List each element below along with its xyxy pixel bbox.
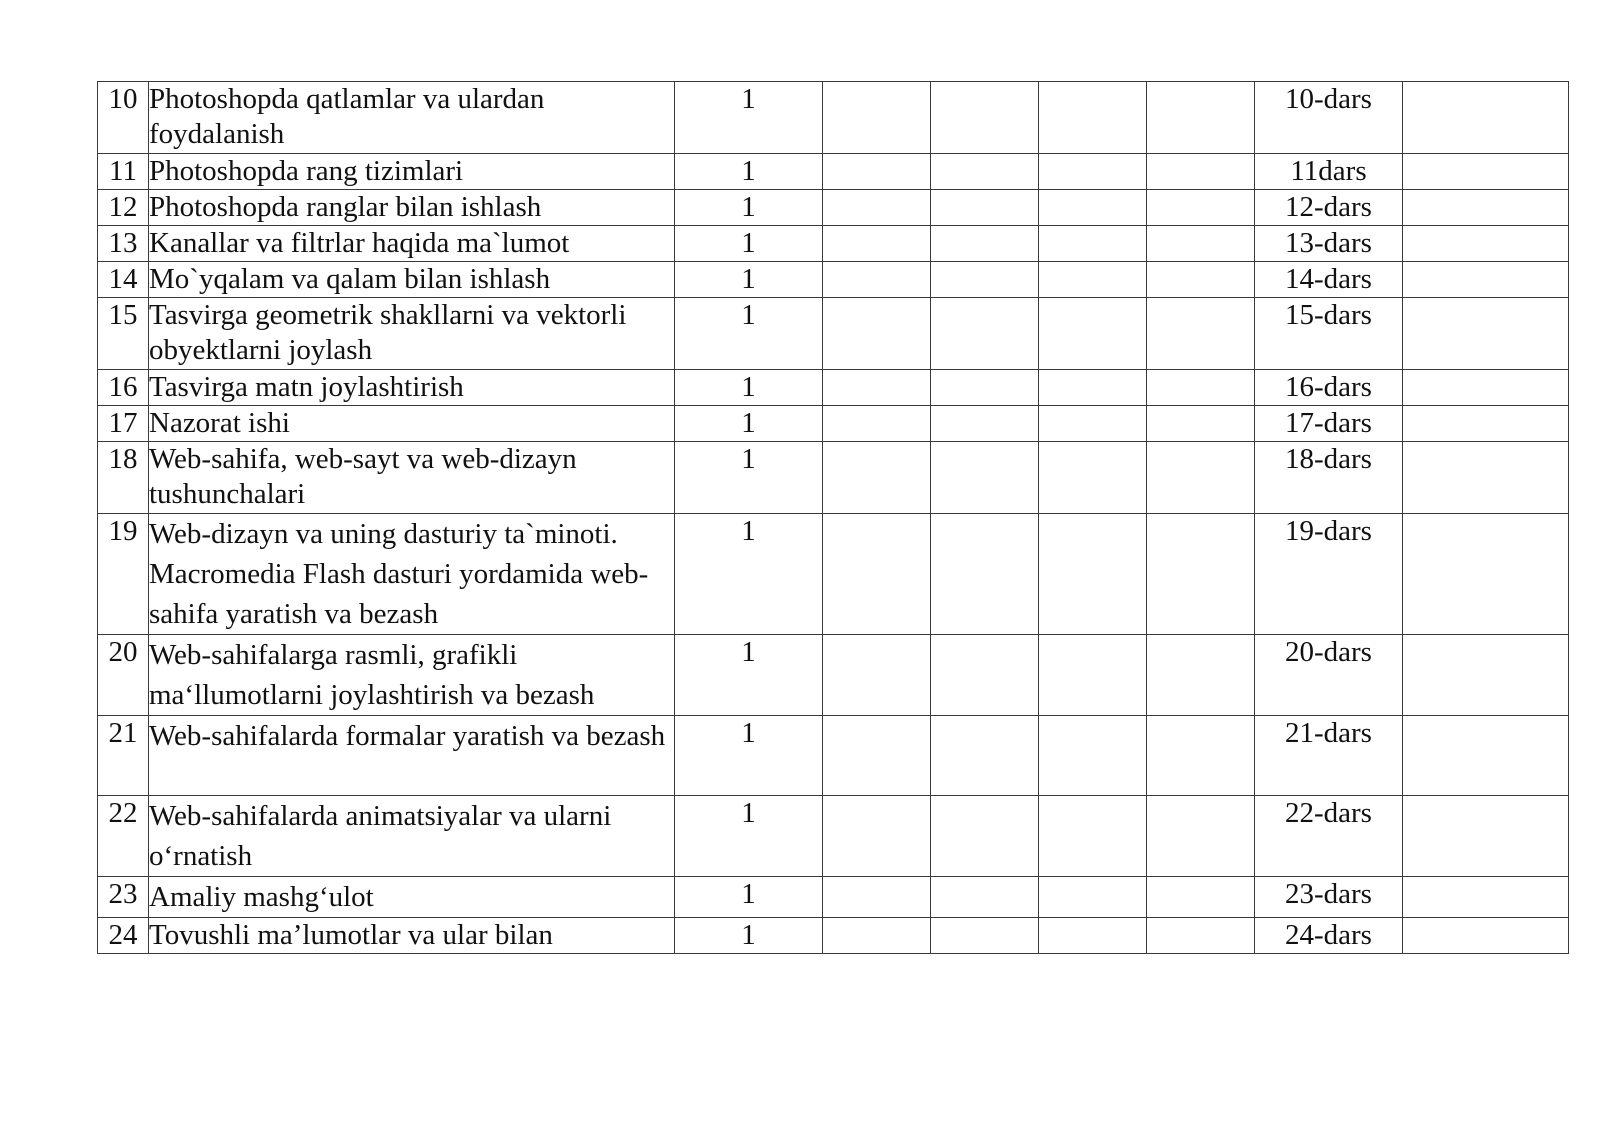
empty-note-cell — [1403, 262, 1569, 298]
empty-date-cell — [823, 190, 931, 226]
hours-cell: 1 — [675, 262, 823, 298]
empty-date-cell — [1039, 442, 1147, 514]
lesson-cell: 11dars — [1255, 154, 1403, 190]
empty-date-cell — [823, 514, 931, 635]
table-row — [98, 716, 1569, 796]
empty-date-cell — [1039, 370, 1147, 406]
topic-cell: Web-dizayn va uning dasturiy ta`minoti. Macromedia Flash dasturi yordamida web-sahifa yaratish va bezash — [149, 514, 675, 635]
row-number-cell: 16 — [98, 370, 149, 406]
empty-date-cell — [931, 226, 1039, 262]
table-row — [98, 918, 1569, 954]
table-row — [98, 262, 1569, 298]
empty-date-cell — [1039, 262, 1147, 298]
empty-date-cell — [1147, 877, 1255, 918]
empty-date-cell — [931, 370, 1039, 406]
topic-cell: Web-sahifa, web-sayt va web-dizayn tushunchalari — [149, 442, 675, 514]
lesson-cell: 24-dars — [1255, 918, 1403, 954]
row-number-cell: 20 — [98, 635, 149, 716]
empty-date-cell — [931, 796, 1039, 877]
hours-cell: 1 — [675, 406, 823, 442]
topic-cell: Tasvirga geometrik shakllarni va vektorli obyektlarni joylash — [149, 298, 675, 370]
row-number-cell: 11 — [98, 154, 149, 190]
empty-date-cell — [1147, 514, 1255, 635]
empty-date-cell — [1147, 226, 1255, 262]
empty-date-cell — [1147, 298, 1255, 370]
table-row — [98, 82, 1569, 154]
empty-date-cell — [931, 877, 1039, 918]
empty-date-cell — [1147, 442, 1255, 514]
table-row — [98, 226, 1569, 262]
empty-date-cell — [1147, 635, 1255, 716]
empty-date-cell — [1039, 406, 1147, 442]
empty-date-cell — [931, 154, 1039, 190]
hours-cell: 1 — [675, 226, 823, 262]
table-row — [98, 635, 1569, 716]
empty-date-cell — [823, 796, 931, 877]
lesson-cell: 22-dars — [1255, 796, 1403, 877]
empty-date-cell — [823, 635, 931, 716]
row-number-cell: 22 — [98, 796, 149, 877]
empty-date-cell — [1147, 262, 1255, 298]
hours-cell: 1 — [675, 298, 823, 370]
empty-note-cell — [1403, 514, 1569, 635]
empty-date-cell — [823, 226, 931, 262]
empty-note-cell — [1403, 716, 1569, 796]
row-number-cell: 18 — [98, 442, 149, 514]
topic-cell: Nazorat ishi — [149, 406, 675, 442]
empty-date-cell — [931, 514, 1039, 635]
row-number-cell: 17 — [98, 406, 149, 442]
lesson-cell: 16-dars — [1255, 370, 1403, 406]
hours-cell: 1 — [675, 635, 823, 716]
empty-date-cell — [1039, 82, 1147, 154]
empty-date-cell — [823, 406, 931, 442]
lesson-cell: 13-dars — [1255, 226, 1403, 262]
topic-cell: Photoshopda qatlamlar va ulardan foydalanish — [149, 82, 675, 154]
lesson-cell: 15-dars — [1255, 298, 1403, 370]
hours-cell: 1 — [675, 442, 823, 514]
empty-note-cell — [1403, 406, 1569, 442]
empty-date-cell — [1039, 716, 1147, 796]
empty-date-cell — [1039, 918, 1147, 954]
empty-note-cell — [1403, 154, 1569, 190]
empty-date-cell — [1039, 226, 1147, 262]
hours-cell: 1 — [675, 190, 823, 226]
empty-date-cell — [823, 716, 931, 796]
hours-cell: 1 — [675, 716, 823, 796]
empty-date-cell — [823, 442, 931, 514]
empty-date-cell — [1147, 370, 1255, 406]
empty-note-cell — [1403, 370, 1569, 406]
lesson-cell: 12-dars — [1255, 190, 1403, 226]
row-number-cell: 15 — [98, 298, 149, 370]
hours-cell: 1 — [675, 82, 823, 154]
empty-date-cell — [931, 262, 1039, 298]
empty-date-cell — [823, 262, 931, 298]
topic-cell: Web-sahifalarda formalar yaratish va bezash — [149, 716, 675, 796]
lesson-cell: 14-dars — [1255, 262, 1403, 298]
table-row — [98, 190, 1569, 226]
table-body — [98, 82, 1569, 954]
topic-cell: Mo`yqalam va qalam bilan ishlash — [149, 262, 675, 298]
empty-date-cell — [1039, 298, 1147, 370]
table-row — [98, 442, 1569, 514]
table-row — [98, 370, 1569, 406]
empty-date-cell — [823, 918, 931, 954]
empty-date-cell — [823, 298, 931, 370]
empty-date-cell — [1147, 918, 1255, 954]
topic-cell: Amaliy mashg‘ulot — [149, 877, 675, 918]
hours-cell: 1 — [675, 877, 823, 918]
table-row — [98, 154, 1569, 190]
empty-note-cell — [1403, 82, 1569, 154]
topic-cell: Tovushli ma’lumotlar va ular bilan — [149, 918, 675, 954]
empty-note-cell — [1403, 190, 1569, 226]
lesson-cell: 21-dars — [1255, 716, 1403, 796]
empty-date-cell — [1147, 190, 1255, 226]
empty-date-cell — [1147, 154, 1255, 190]
row-number-cell: 21 — [98, 716, 149, 796]
lesson-cell: 17-dars — [1255, 406, 1403, 442]
row-number-cell: 23 — [98, 877, 149, 918]
hours-cell: 1 — [675, 796, 823, 877]
empty-date-cell — [931, 918, 1039, 954]
empty-date-cell — [1039, 635, 1147, 716]
row-number-cell: 24 — [98, 918, 149, 954]
empty-note-cell — [1403, 918, 1569, 954]
table-row — [98, 514, 1569, 635]
empty-date-cell — [823, 82, 931, 154]
topic-cell: Web-sahifalarga rasmli, grafikli ma‘llumotlarni joylashtirish va bezash — [149, 635, 675, 716]
empty-date-cell — [1039, 514, 1147, 635]
empty-note-cell — [1403, 635, 1569, 716]
row-number-cell: 19 — [98, 514, 149, 635]
lesson-cell: 10-dars — [1255, 82, 1403, 154]
empty-date-cell — [931, 298, 1039, 370]
empty-note-cell — [1403, 877, 1569, 918]
row-number-cell: 13 — [98, 226, 149, 262]
table-row — [98, 796, 1569, 877]
row-number-cell: 10 — [98, 82, 149, 154]
topic-cell: Kanallar va filtrlar haqida ma`lumot — [149, 226, 675, 262]
empty-date-cell — [1039, 190, 1147, 226]
topic-cell: Photoshopda ranglar bilan ishlash — [149, 190, 675, 226]
topic-cell: Web-sahifalarda animatsiyalar va ularni o‘rnatish — [149, 796, 675, 877]
table-row — [98, 877, 1569, 918]
empty-note-cell — [1403, 226, 1569, 262]
empty-date-cell — [1147, 716, 1255, 796]
topic-cell: Tasvirga matn joylashtirish — [149, 370, 675, 406]
empty-date-cell — [931, 442, 1039, 514]
lesson-cell: 19-dars — [1255, 514, 1403, 635]
empty-date-cell — [1039, 154, 1147, 190]
table-row — [98, 298, 1569, 370]
empty-date-cell — [1147, 406, 1255, 442]
empty-date-cell — [931, 82, 1039, 154]
empty-note-cell — [1403, 298, 1569, 370]
hours-cell: 1 — [675, 370, 823, 406]
empty-date-cell — [823, 370, 931, 406]
empty-date-cell — [1039, 877, 1147, 918]
empty-note-cell — [1403, 442, 1569, 514]
lesson-cell: 18-dars — [1255, 442, 1403, 514]
table-row — [98, 406, 1569, 442]
empty-date-cell — [823, 877, 931, 918]
hours-cell: 1 — [675, 154, 823, 190]
empty-date-cell — [931, 635, 1039, 716]
hours-cell: 1 — [675, 918, 823, 954]
row-number-cell: 12 — [98, 190, 149, 226]
lesson-cell: 20-dars — [1255, 635, 1403, 716]
lesson-plan-table — [97, 81, 1569, 954]
empty-date-cell — [931, 190, 1039, 226]
empty-date-cell — [1147, 82, 1255, 154]
empty-note-cell — [1403, 796, 1569, 877]
row-number-cell: 14 — [98, 262, 149, 298]
topic-cell: Photoshopda rang tizimlari — [149, 154, 675, 190]
empty-date-cell — [1147, 796, 1255, 877]
lesson-cell: 23-dars — [1255, 877, 1403, 918]
hours-cell: 1 — [675, 514, 823, 635]
empty-date-cell — [823, 154, 931, 190]
empty-date-cell — [931, 716, 1039, 796]
empty-date-cell — [931, 406, 1039, 442]
empty-date-cell — [1039, 796, 1147, 877]
